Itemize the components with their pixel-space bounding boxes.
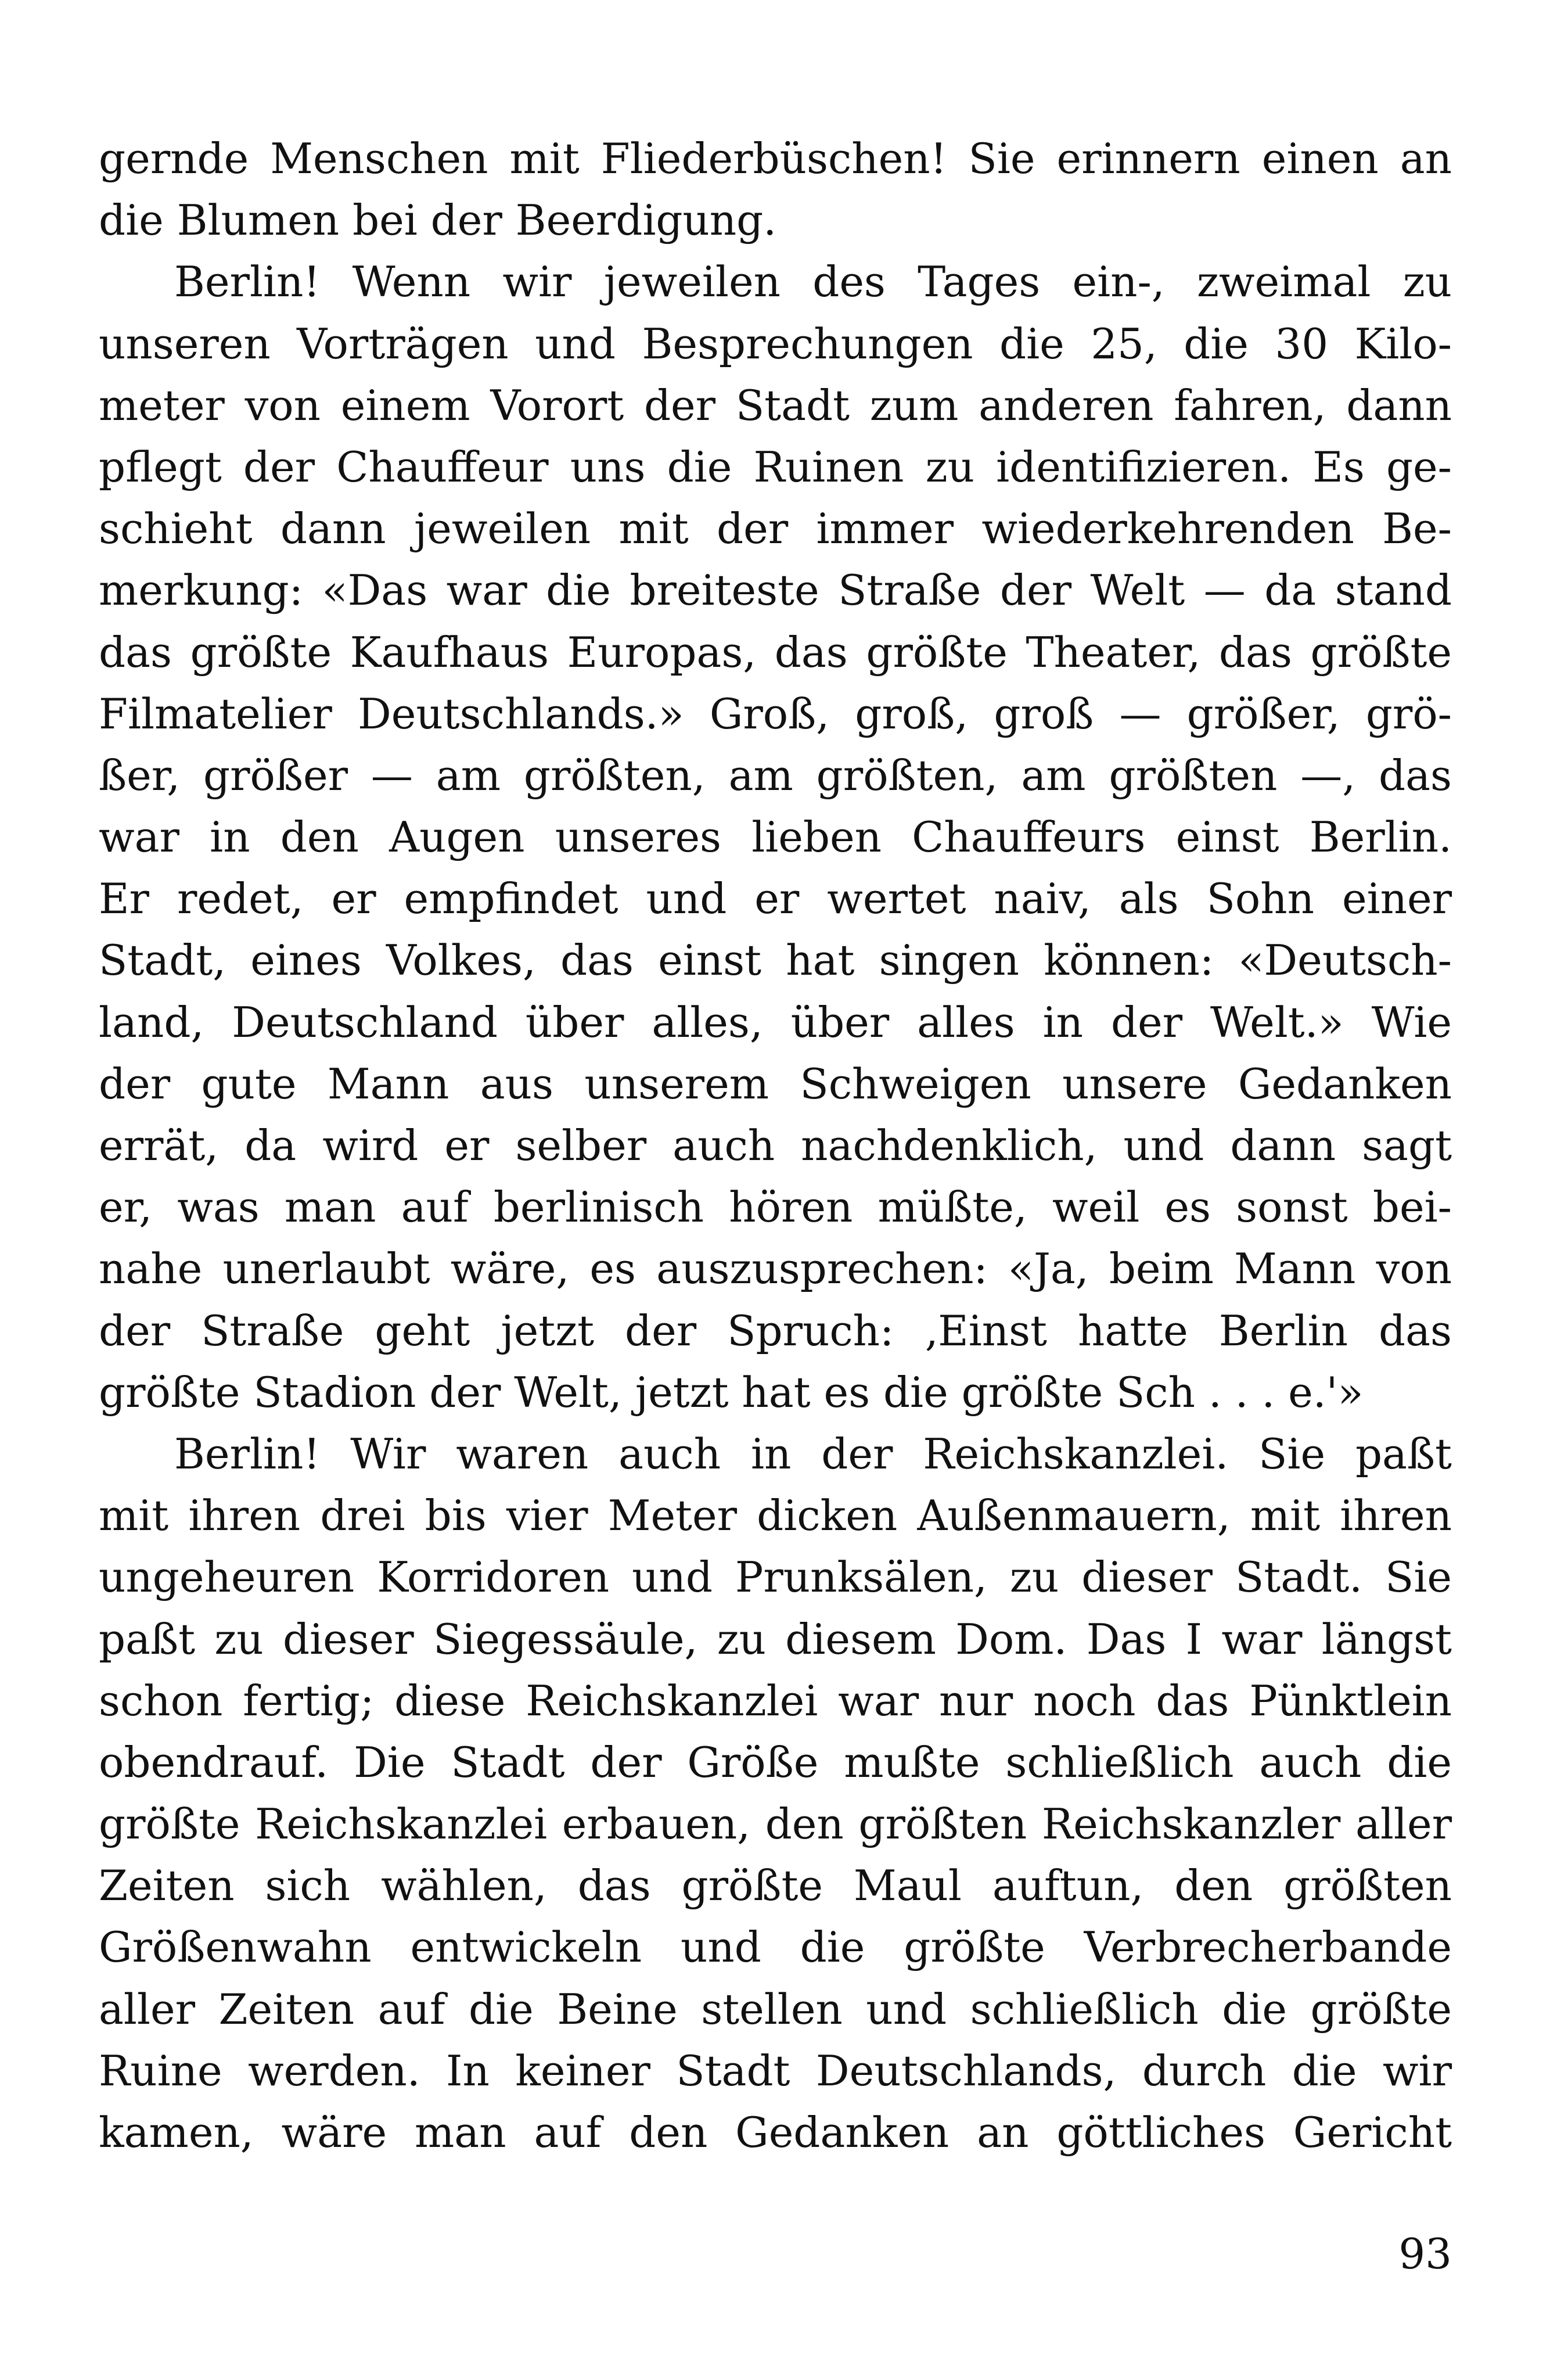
text-line: Er redet, er empfindet und er wertet naiv, als Sohn einer bbox=[99, 874, 1452, 924]
text-line: größte Reichskanzlei erbauen, den größten Reichskanzler aller bbox=[99, 1800, 1452, 1849]
text-line: paßt zu dieser Siegessäule, zu diesem Dom. Das I war längst bbox=[99, 1614, 1452, 1664]
body-text bbox=[99, 128, 1452, 2163]
text-line: Berlin! Wir waren auch in der Reichskanzlei. Sie paßt bbox=[174, 1429, 1452, 1478]
text-line: Ruine werden. In keiner Stadt Deutschlands, durch die wir bbox=[99, 2046, 1452, 2095]
text-line: war in den Augen unseres lieben Chauffeurs einst Berlin. bbox=[99, 813, 1452, 862]
text-line: merkung: «Das war die breiteste Straße der Welt — da stand bbox=[99, 566, 1452, 615]
text-line: er, was man auf berlinisch hören müßte, weil es sonst bei- bbox=[99, 1183, 1452, 1232]
text-line: land, Deutschland über alles, über alles in der Welt.» Wie bbox=[99, 997, 1452, 1047]
text-line: Stadt, eines Volkes, das einst hat singen können: «Deutsch- bbox=[99, 936, 1452, 985]
text-line: gernde Menschen mit Fliederbüschen! Sie erinnern einen an bbox=[99, 134, 1452, 183]
page-number: 93 bbox=[1398, 2229, 1452, 2278]
text-line: kamen, wäre man auf den Gedanken an göttliches Gericht bbox=[99, 2108, 1452, 2157]
text-line: ßer, größer — am größten, am größten, am größten —, das bbox=[99, 751, 1452, 800]
text-line: die Blumen bei der Beerdigung. bbox=[99, 196, 777, 245]
text-line: größte Stadion der Welt, jetzt hat es die größte Sch . . . e.'» bbox=[99, 1367, 1364, 1417]
text-line: ungeheuren Korridoren und Prunksälen, zu dieser Stadt. Sie bbox=[99, 1553, 1452, 1602]
text-line: nahe unerlaubt wäre, es auszusprechen: «Ja, beim Mann von bbox=[99, 1244, 1452, 1294]
text-line: das größte Kaufhaus Europas, das größte Theater, das größte bbox=[99, 627, 1452, 677]
text-line: Berlin! Wenn wir jeweilen des Tages ein-, zweimal zu bbox=[174, 257, 1452, 307]
text-line: Zeiten sich wählen, das größte Maul auftun, den größten bbox=[99, 1861, 1452, 1911]
text-line: pflegt der Chauffeur uns die Ruinen zu identifizieren. Es ge- bbox=[99, 442, 1452, 491]
text-line: meter von einem Vorort der Stadt zum anderen fahren, dann bbox=[99, 380, 1452, 430]
text-line: aller Zeiten auf die Beine stellen und schließlich die größte bbox=[99, 1984, 1452, 2034]
text-line: schieht dann jeweilen mit der immer wiederkehrenden Be- bbox=[99, 504, 1452, 554]
text-line: obendrauf. Die Stadt der Größe mußte schließlich auch die bbox=[99, 1737, 1452, 1787]
text-line: unseren Vorträgen und Besprechungen die 25, die 30 Kilo- bbox=[99, 319, 1452, 368]
text-line: Größenwahn entwickeln und die größte Verbrecherbande bbox=[99, 1923, 1452, 1972]
text-line: der Straße geht jetzt der Spruch: ‚Einst hatte Berlin das bbox=[99, 1306, 1452, 1355]
text-line: schon fertig; diese Reichskanzlei war nur noch das Pünktlein bbox=[99, 1676, 1452, 1725]
text-line: Filmatelier Deutschlands.» Groß, groß, groß — größer, grö- bbox=[99, 689, 1452, 738]
text-line: mit ihren drei bis vier Meter dicken Außenmauern, mit ihren bbox=[99, 1491, 1452, 1541]
text-line: der gute Mann aus unserem Schweigen unsere Gedanken bbox=[99, 1059, 1452, 1108]
text-line: errät, da wird er selber auch nachdenklich, und dann sagt bbox=[99, 1121, 1452, 1170]
